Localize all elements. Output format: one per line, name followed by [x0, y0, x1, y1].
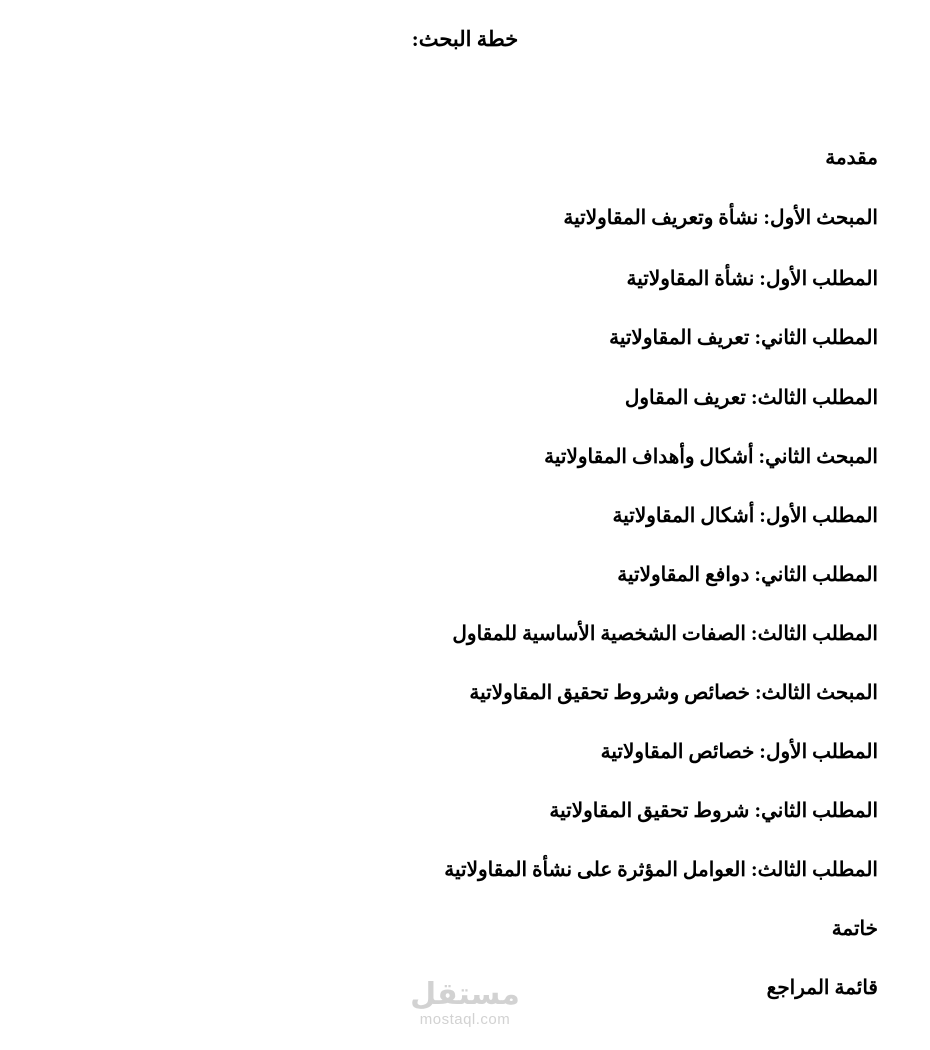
plan-item-conclusion: خاتمة — [831, 918, 878, 941]
watermark-latin-text: mostaql.com — [419, 1011, 511, 1028]
plan-item-section-3-3: المطلب الثالث: العوامل المؤثرة على نشأة المقاولاتية — [444, 859, 878, 882]
plan-item-section-1-2: المطلب الثاني: تعريف المقاولاتية — [609, 327, 878, 350]
page-title: خطة البحث: — [411, 27, 519, 51]
plan-item-section-3-1: المطلب الأول: خصائص المقاولاتية — [600, 741, 878, 764]
mostaql-watermark — [405, 978, 525, 1028]
plan-item-section-2-2: المطلب الثاني: دوافع المقاولاتية — [617, 564, 878, 587]
plan-item-introduction: مقدمة — [825, 147, 878, 169]
research-plan-list — [178, 142, 878, 1031]
plan-item-references: قائمة المراجع — [766, 977, 878, 1000]
plan-item-section-3-2: المطلب الثاني: شروط تحقيق المقاولاتية — [549, 800, 878, 823]
plan-item-chapter-3: المبحث الثالث: خصائص وشروط تحقيق المقاولاتية — [469, 682, 878, 705]
plan-item-section-2-3: المطلب الثالث: الصفات الشخصية الأساسية للمقاول — [452, 623, 878, 646]
watermark-arabic-text: مستقل — [410, 978, 520, 1011]
plan-item-section-2-1: المطلب الأول: أشكال المقاولاتية — [612, 505, 878, 528]
plan-item-section-1-3: المطلب الثالث: تعريف المقاول — [624, 387, 878, 410]
plan-item-section-1-1: المطلب الأول: نشأة المقاولاتية — [626, 267, 878, 290]
plan-item-chapter-1: المبحث الأول: نشأة وتعريف المقاولاتية — [563, 206, 878, 229]
plan-item-chapter-2: المبحث الثاني: أشكال وأهداف المقاولاتية — [544, 446, 878, 469]
